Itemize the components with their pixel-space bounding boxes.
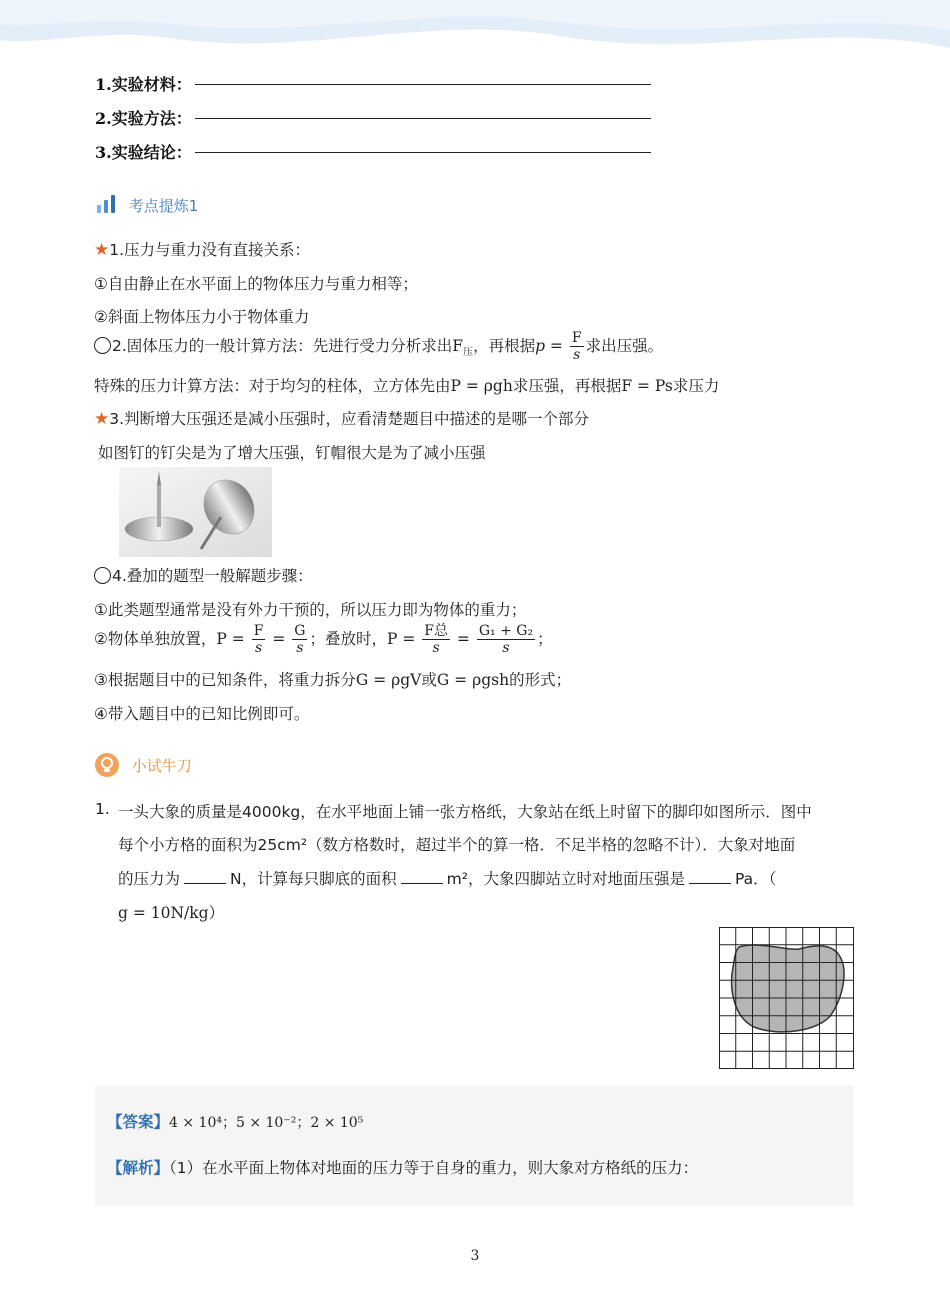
point-3a: 如图钉的钉尖是为了增大压强，钉帽很大是为了减小压强 — [98, 444, 486, 462]
point-1a: ①自由静止在水平面上的物体压力与重力相等； — [94, 275, 418, 293]
section-header-xiaoshi — [95, 753, 192, 777]
point-3: ★3.判断增大压强还是减小压强时，应看清楚题目中描述的是哪一个部分 — [94, 409, 590, 429]
answer-line: 【答案】4 × 10⁴；5 × 10⁻²；2 × 10⁵ — [107, 1113, 364, 1131]
point-1: ★1.压力与重力没有直接关系： — [94, 240, 311, 260]
star-icon: ★ — [94, 409, 110, 429]
point-2b: 特殊的压力计算方法：对于均匀的柱体，立方体先由P = ρgh求压强，再根据F = Ps求压力 — [94, 377, 720, 395]
question-line-3: 的压力为 N，计算每只脚底的面积 m²，大象四脚站立时对地面压强是 Pa．（ — [118, 870, 777, 888]
answer-box — [95, 1086, 853, 1206]
bar-chart-icon — [96, 194, 118, 214]
point-1b: ②斜面上物体压力小于物体重力 — [94, 308, 310, 326]
fraction-F-over-s: $\frac{F}{s}$ — [571, 330, 582, 363]
question-line-1: 一头大象的质量是4000kg，在水平地面上铺一张方格纸，大象站在纸上时留下的脚印如图所示．图中 — [118, 803, 812, 821]
experiment-method-line: 2.实验方法： — [95, 106, 192, 129]
answer-blank[interactable] — [401, 883, 443, 884]
experiment-materials-line: 1.实验材料： — [95, 72, 192, 95]
point-4c: ③根据题目中的已知条件，将重力拆分G = ρgV或G = ρgsh的形式； — [94, 671, 572, 689]
thumbtack-image — [119, 467, 272, 557]
question-number: 1. — [95, 800, 110, 818]
header-wave-decoration — [0, 0, 950, 70]
section-title: 考点提炼1 — [128, 197, 199, 215]
section-title: 小试牛刀 — [131, 757, 192, 775]
footprint-grid-figure — [719, 927, 854, 1069]
page-number: 3 — [470, 1248, 480, 1264]
question-line-2: 每个小方格的面积为25cm²（数方格数时，超过半个的算一格．不足半格的忽略不计）．大象对地面 — [118, 836, 796, 854]
section-header-kaodian — [96, 194, 198, 216]
point-4a: ①此类题型通常是没有外力干预的，所以压力即为物体的重力； — [94, 601, 527, 619]
analysis-line: 【解析】（1）在水平面上物体对地面的压力等于自身的重力，则大象对方格纸的压力： — [107, 1159, 699, 1177]
question-line-4: g = 10N/kg） — [118, 904, 225, 922]
star-icon: ★ — [94, 240, 110, 260]
answer-blank[interactable] — [184, 883, 226, 884]
point-4d: ④带入题目中的已知比例即可。 — [94, 705, 310, 723]
circle-icon — [94, 567, 111, 584]
point-2: 2.固体压力的一般计算方法：先进行受力分析求出$F_压$，再根据p = $\frac{F}{s}$ 求出压强。 — [94, 330, 663, 363]
experiment-conclusion-line: 3.实验结论： — [95, 140, 192, 163]
lightbulb-icon — [95, 753, 119, 777]
point-4: 4.叠加的题型一般解题步骤： — [94, 564, 313, 586]
circle-icon — [94, 337, 111, 354]
answer-blank[interactable] — [689, 883, 731, 884]
point-4b: ②物体单独放置，P = $\frac{F}{s}$ = $\frac{G}{s}$ ；叠放时，P = $\frac{\text{F总}}{s}$ = $\frac{\text{G₁ + G₂}}{s}$ ； — [94, 623, 553, 656]
